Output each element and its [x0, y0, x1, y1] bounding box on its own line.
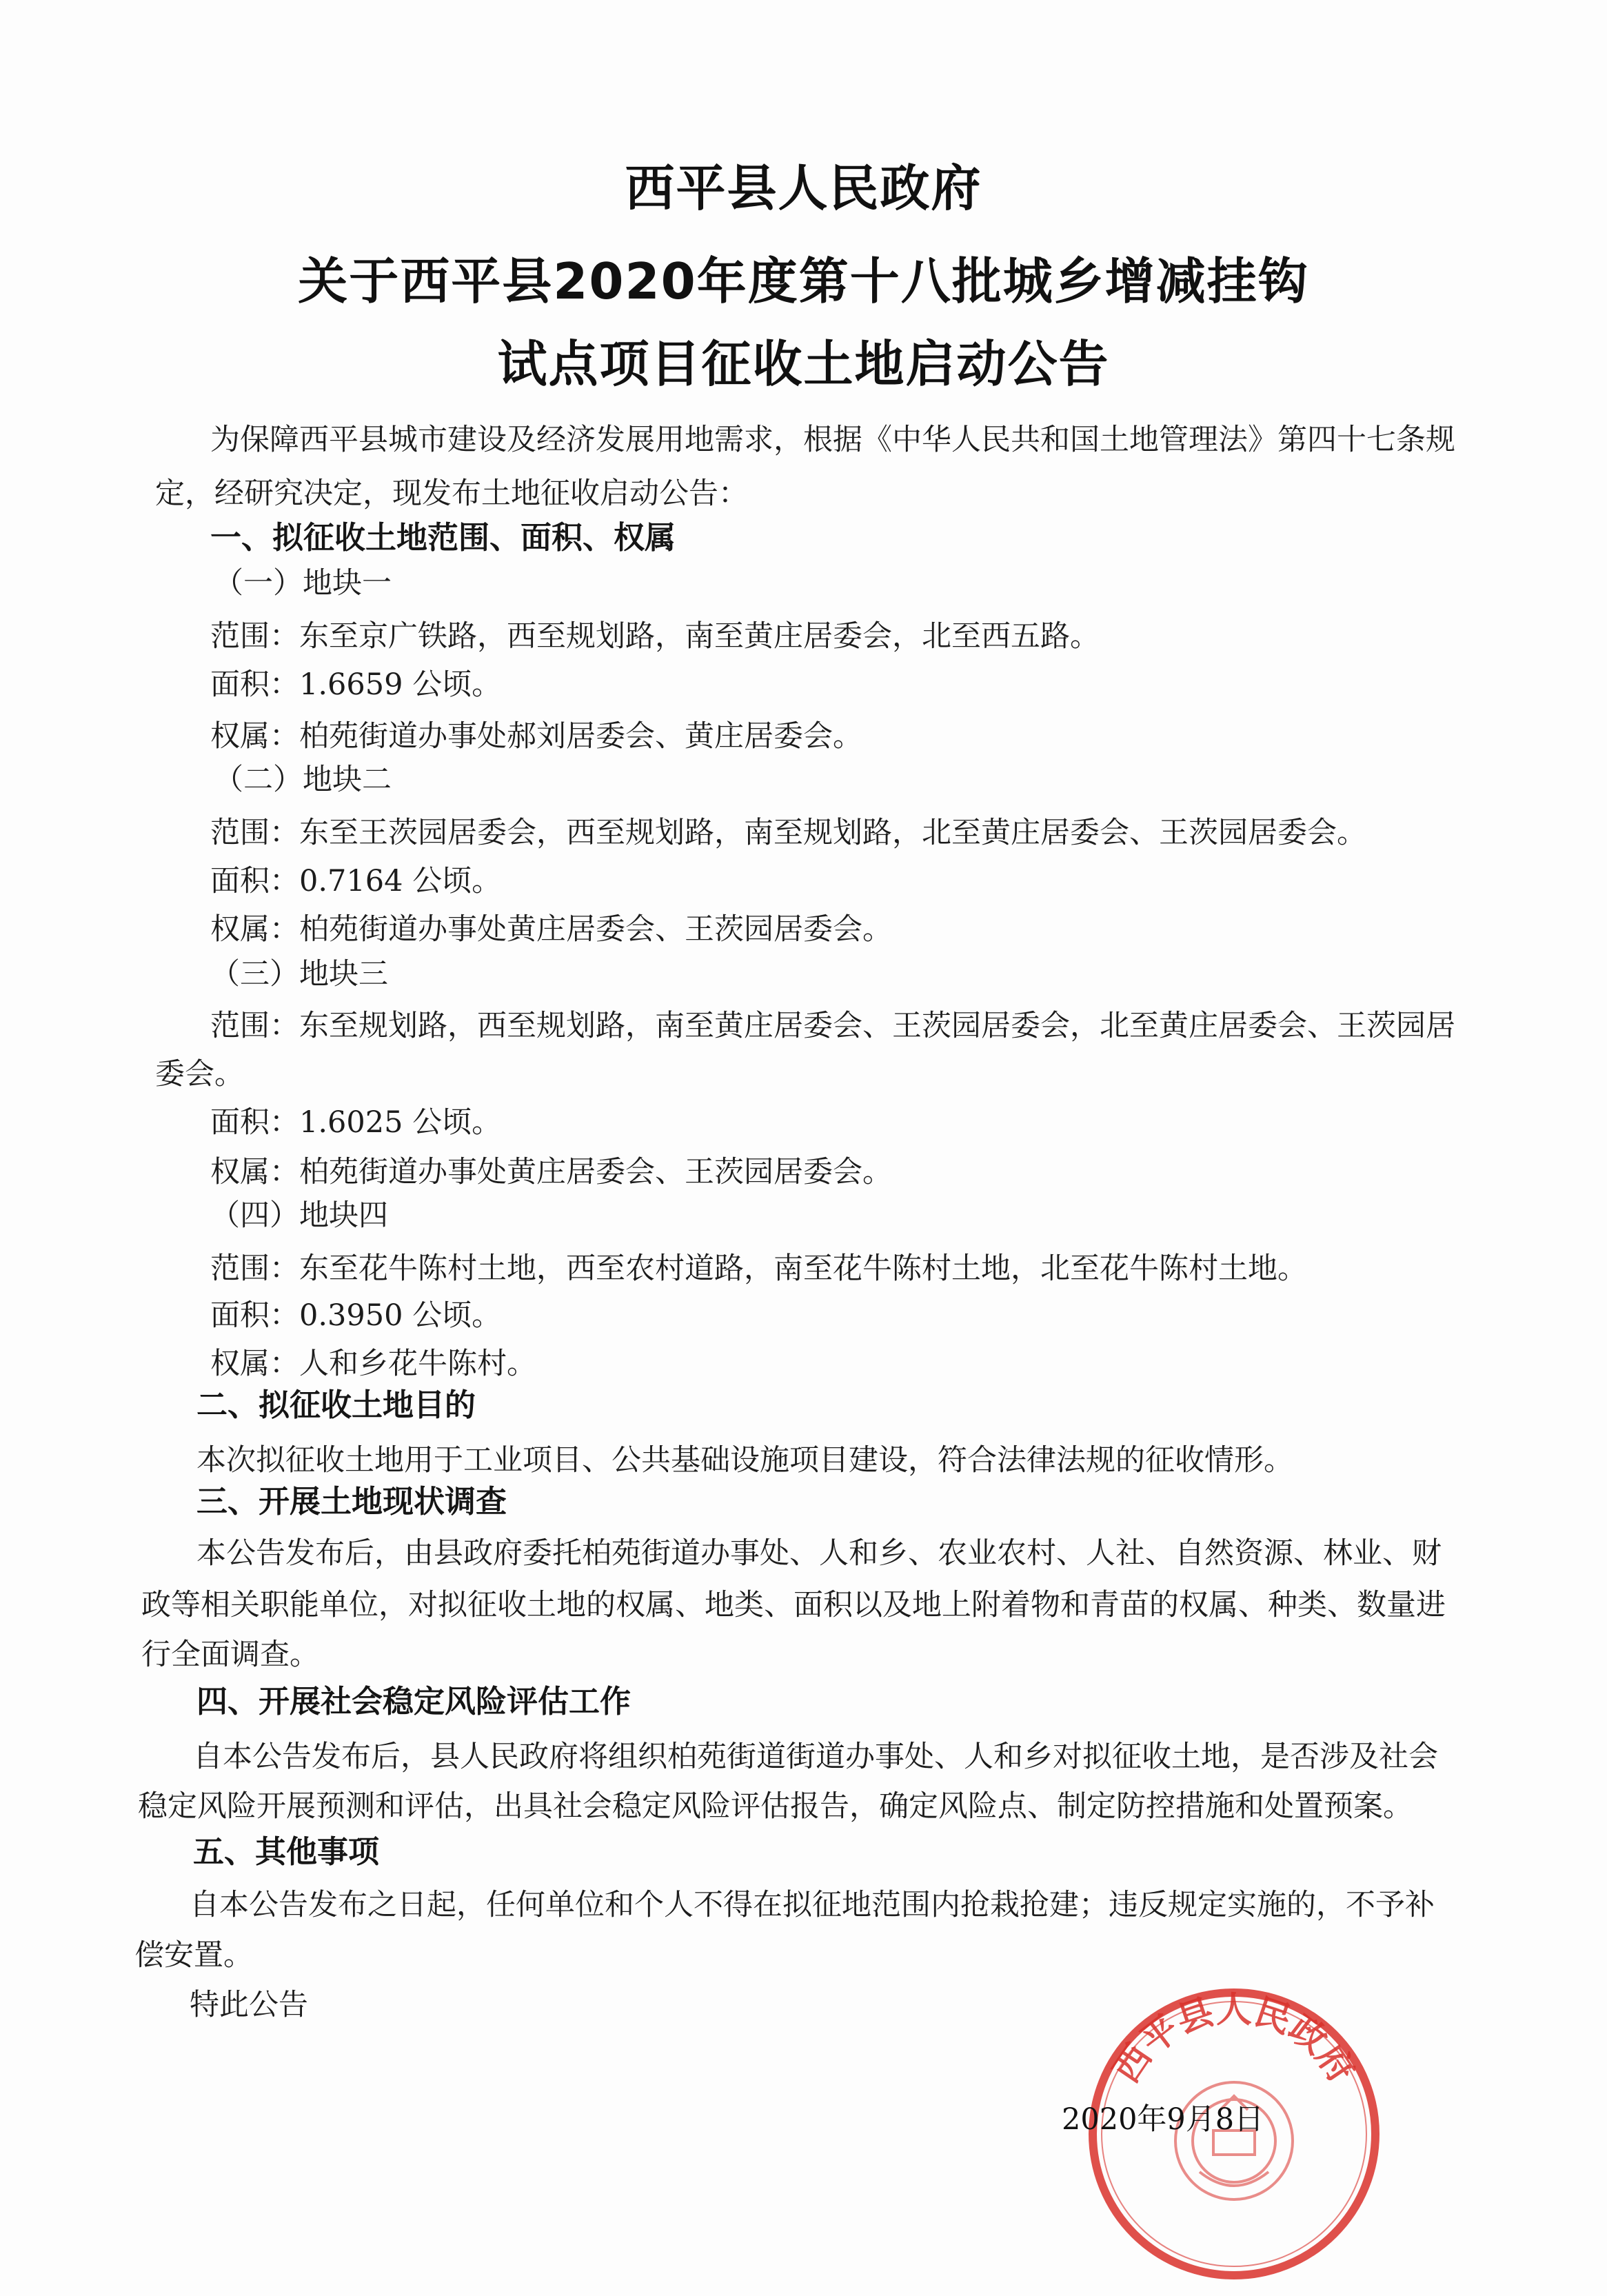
- parcel-3-owner: 权属：柏苑街道办事处黄庄居委会、王茨园居委会。: [210, 1155, 892, 1189]
- parcel-2-name: （二）地块二: [214, 763, 392, 797]
- parcel-1-area: 面积：1.6659 公顷。: [210, 667, 502, 702]
- section-5-line-2: 偿安置。: [134, 1938, 253, 1973]
- parcel-3-area: 面积：1.6025 公顷。: [210, 1105, 502, 1140]
- parcel-3-scope-line-2: 委会。: [155, 1057, 244, 1091]
- section-3-heading: 三、开展土地现状调查: [196, 1483, 507, 1520]
- closing-text: 特此公告: [190, 1988, 308, 2022]
- date: 2020年9月8日: [1062, 2102, 1264, 2137]
- intro-line-2: 定，经研究决定，现发布土地征收启动公告：: [155, 476, 748, 511]
- section-4-line-2: 稳定风险开展预测和评估，出具社会稳定风险评估报告，确定风险点、制定防控措施和处置预案。: [138, 1789, 1413, 1824]
- section-1-heading: 一、拟征收土地范围、面积、权属: [210, 519, 676, 556]
- section-4-heading: 四、开展社会稳定风险评估工作: [196, 1683, 631, 1720]
- parcel-2-area: 面积：0.7164 公顷。: [210, 864, 502, 898]
- seal-text: 西平县人民政府: [1105, 1989, 1363, 2091]
- section-4-line-1: 自本公告发布后，县人民政府将组织柏苑街道街道办事处、人和乡对拟征收土地，是否涉及社会: [193, 1740, 1438, 1774]
- section-5-heading: 五、其他事项: [193, 1833, 380, 1870]
- parcel-4-scope: 范围：东至花牛陈村土地，西至农村道路，南至花牛陈村土地，北至花牛陈村土地。: [210, 1251, 1307, 1286]
- parcel-4-area: 面积：0.3950 公顷。: [210, 1298, 502, 1333]
- parcel-2-owner: 权属：柏苑街道办事处黄庄居委会、王茨园居委会。: [210, 912, 892, 947]
- section-3-line-3: 行全面调查。: [141, 1638, 319, 1672]
- section-2-heading: 二、拟征收土地目的: [196, 1387, 476, 1423]
- parcel-1-owner: 权属：柏苑街道办事处郝刘居委会、黄庄居委会。: [210, 719, 862, 754]
- section-5-line-1: 自本公告发布之日起，任何单位和个人不得在拟征地范围内抢栽抢建；违反规定实施的，不予补: [190, 1888, 1435, 1922]
- parcel-4-name: （四）地块四: [210, 1198, 388, 1233]
- parcel-2-scope: 范围：东至王茨园居委会，西至规划路，南至规划路，北至黄庄居委会、王茨园居委会。: [210, 816, 1366, 850]
- parcel-1-name: （一）地块一: [214, 566, 392, 601]
- parcel-4-owner: 权属：人和乡花牛陈村。: [210, 1347, 536, 1381]
- parcel-3-name: （三）地块三: [210, 957, 388, 991]
- section-2-text: 本次拟征收土地用于工业项目、公共基础设施项目建设，符合法律法规的征收情形。: [196, 1443, 1293, 1478]
- title-line-3: 试点项目征收土地启动公告: [497, 335, 1110, 393]
- parcel-1-scope: 范围：东至京广铁路，西至规划路，南至黄庄居委会，北至西五路。: [210, 619, 1100, 654]
- section-3-line-2: 政等相关职能单位，对拟征收土地的权属、地类、面积以及地上附着物和青苗的权属、种类、数量进: [141, 1588, 1446, 1622]
- section-3-line-1: 本公告发布后，由县政府委托柏苑街道办事处、人和乡、农业农村、人社、自然资源、林业、财: [196, 1536, 1442, 1571]
- title-line-1: 西平县人民政府: [625, 159, 982, 217]
- parcel-3-scope-line-1: 范围：东至规划路，西至规划路，南至黄庄居委会、王茨园居委会，北至黄庄居委会、王茨园居: [210, 1009, 1455, 1043]
- title-line-2: 关于西平县2020年度第十八批城乡增减挂钩: [298, 252, 1309, 310]
- intro-line-1: 为保障西平县城市建设及经济发展用地需求，根据《中华人民共和国土地管理法》第四十七条规: [210, 423, 1455, 457]
